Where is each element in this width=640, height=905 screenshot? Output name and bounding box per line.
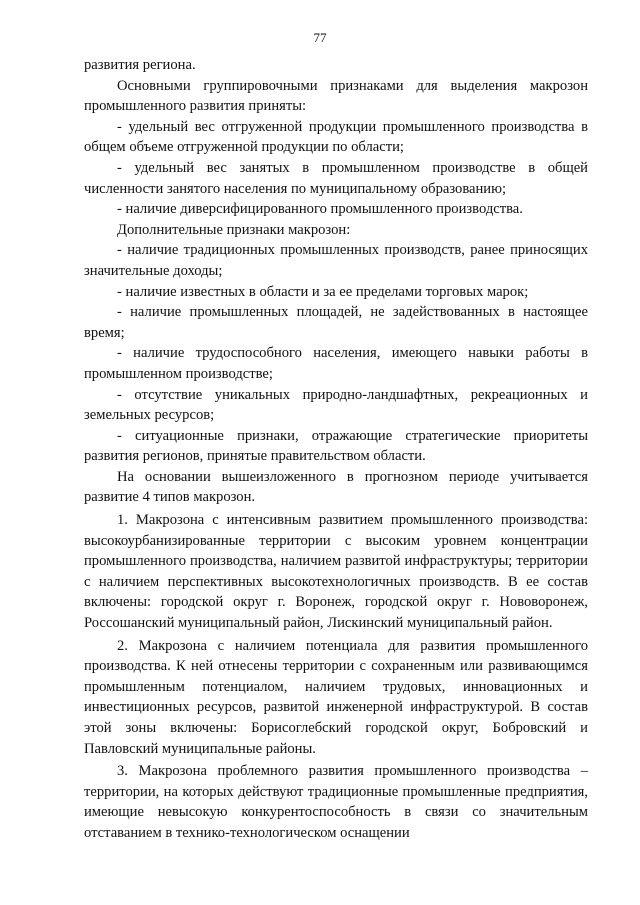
list-item-employment-share: - удельный вес занятых в промышленном производстве в общей численности занятого населения по муниципальному образованию; [84, 159, 588, 197]
paragraph-additional-criteria: Дополнительные признаки макрозон: [117, 221, 351, 238]
paragraph-forecast: На основании вышеизложенного в прогнозном периоде учитывается развитие 4 типов макрозон. [84, 468, 588, 506]
list-item-no-resources: - отсутствие уникальных природно-ландшафтных, рекреационных и земельных ресурсов; [84, 386, 588, 424]
paragraph-macrozone-2: 2. Макрозона с наличием потенциала для развития промышленного производства. К ней отнесены территории с сохраненным или развивающимся промышленным потенциалом, наличием трудовых, инновационных и инвестиционных ресурсов, развитой инженерной инфраструктурой. В состав этой зоны включены: Борисоглебский городской округ, Бобровский и Павловский муниципальные районы. [84, 637, 588, 757]
page-number: 77 [313, 30, 327, 45]
list-item-traditional: - наличие традиционных промышленных производств, ранее приносящих значительные доходы; [84, 242, 588, 279]
list-item-shipped-share: - удельный вес отгруженной продукции промышленного производства в общем объеме отгруженной продукции по области; [84, 118, 588, 156]
paragraph-macrozone-1: 1. Макрозона с интенсивным развитием промышленного производства: высокоурбанизированные территории с высоким уровнем концентрации промышленного производства, наличием развитой инфраструктуры; территории с наличием перспективных высокотехнологичных производств. В ее состав включены: городской округ г. Воронеж, городской округ г. Нововоронеж, Россошанский муниципальный район, Лискинский муниципальный район. [84, 512, 588, 632]
list-item-trademarks: - наличие известных в области и за ее пределами торговых марок; [117, 283, 529, 300]
list-item-workforce: - наличие трудоспособного населения, имеющего навыки работы в промышленном производстве; [84, 345, 588, 382]
list-item-situational: - ситуационные признаки, отражающие стратегические приоритеты развития регионов, принятые правительством области. [84, 427, 588, 465]
list-item-unused-areas: - наличие промышленных площадей, не задействованных в настоящее время; [84, 304, 588, 341]
paragraph-continuation: развития региона. [84, 57, 196, 73]
list-item-diversified: - наличие диверсифицированного промышленного производства. [117, 201, 523, 218]
document-body [84, 55, 588, 844]
paragraph-macrozone-3: 3. Макрозона проблемного развития промышленного производства – территории, на которых действуют традиционные промышленные предприятия, имеющие невысокую конкурентоспособность в связи со значительным отставанием в технико-технологическом оснащении [84, 763, 588, 841]
paragraph-main-criteria: Основными группировочными признаками для выделения макрозон промышленного развития приняты: [84, 77, 588, 115]
